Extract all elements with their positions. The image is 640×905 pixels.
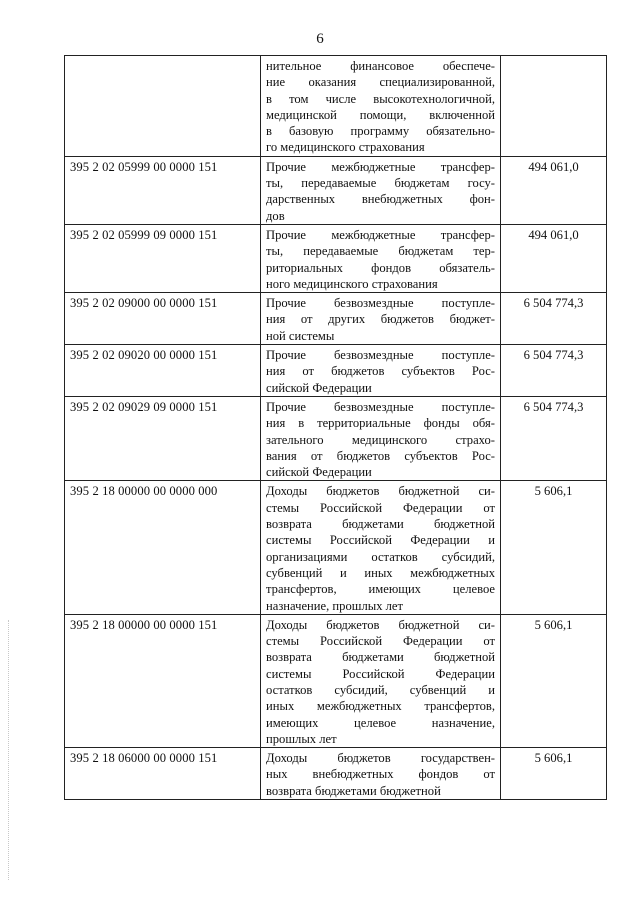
revenue-name	[261, 56, 501, 157]
revenue-name-line: нительное финансовое обеспече-	[266, 59, 495, 73]
revenue-name-line: Прочие межбюджетные трансфер-	[266, 159, 495, 174]
revenue-name-line: риториальных фондов обязатель-	[266, 260, 495, 275]
revenue-name	[261, 156, 501, 224]
amount: 494 061,0	[501, 224, 607, 292]
revenue-name-line: Прочие безвозмездные поступле-	[266, 296, 495, 311]
amount	[501, 56, 607, 157]
revenue-name-line: Прочие безвозмездные поступле-	[266, 399, 495, 414]
revenue-name-line: ты, передаваемые бюджетам тер-	[266, 244, 495, 259]
revenue-name-line: остатков субсидий, субвенций и	[266, 682, 495, 697]
table-row	[65, 56, 607, 157]
table-row	[65, 748, 607, 800]
page-number: 6	[316, 31, 324, 47]
revenue-name	[261, 748, 501, 800]
revenue-name-line: возврата бюджетами бюджетной	[266, 650, 495, 665]
classification-code: 395 2 02 09029 09 0000 151	[65, 396, 261, 480]
revenue-name-line: субвенций и иных межбюджетных	[266, 565, 495, 580]
table-body	[65, 56, 607, 800]
revenue-name-line: Доходы бюджетов бюджетной си-	[266, 484, 495, 499]
revenue-name-line: ного медицинского страхования	[266, 276, 438, 291]
classification-code: 395 2 02 09000 00 0000 151	[65, 293, 261, 345]
revenue-name	[261, 614, 501, 747]
revenue-name-line: вания от бюджетов субъектов Рос-	[266, 448, 495, 463]
classification-code: 395 2 02 05999 00 0000 151	[65, 156, 261, 224]
classification-code: 395 2 18 00000 00 0000 000	[65, 481, 261, 614]
amount: 6 504 774,3	[501, 293, 607, 345]
revenue-name-line: го медицинского страхования	[266, 140, 425, 155]
revenue-name-line: Прочие безвозмездные поступле-	[266, 348, 495, 363]
table-row	[65, 345, 607, 397]
classification-code: 395 2 02 09020 00 0000 151	[65, 345, 261, 397]
revenue-name	[261, 396, 501, 480]
revenue-name-line: ты, передаваемые бюджетам госу-	[266, 176, 495, 191]
revenue-name-line: Доходы бюджетов государствен-	[266, 751, 495, 766]
revenue-name-line: зательного медицинского страхо-	[266, 432, 495, 447]
budget-revenue-table	[64, 55, 607, 800]
revenue-name-line: системы Российской Федерации и	[266, 533, 495, 548]
revenue-name-line: системы Российской Федерации	[266, 666, 495, 681]
revenue-name-line: имеющих целевое назначение,	[266, 715, 495, 730]
amount: 6 504 774,3	[501, 345, 607, 397]
revenue-name-line: ной системы	[266, 328, 335, 343]
revenue-name-line: ния от других бюджетов бюджет-	[266, 312, 495, 327]
revenue-name-line: возврата бюджетами бюджетной	[266, 517, 495, 532]
revenue-name-line: ние оказания специализированной,	[266, 75, 495, 90]
revenue-name	[261, 481, 501, 614]
amount: 6 504 774,3	[501, 396, 607, 480]
amount: 5 606,1	[501, 614, 607, 747]
revenue-name-line: дов	[266, 208, 285, 223]
table-row	[65, 156, 607, 224]
revenue-name-line: дарственных внебюджетных фон-	[266, 192, 495, 207]
classification-code: 395 2 18 06000 00 0000 151	[65, 748, 261, 800]
classification-code	[65, 56, 261, 157]
revenue-name-line: организациями остатков субсидий,	[266, 549, 495, 564]
binding-marks	[8, 620, 11, 880]
revenue-name-line: в базовую программу обязательно-	[266, 124, 495, 139]
revenue-name	[261, 293, 501, 345]
amount: 5 606,1	[501, 481, 607, 614]
table-row	[65, 396, 607, 480]
revenue-name-line: назначение, прошлых лет	[266, 598, 404, 613]
revenue-name-line: ния в территориальные фонды обя-	[266, 416, 495, 431]
table-row	[65, 481, 607, 614]
revenue-name-line: ния от бюджетов субъектов Рос-	[266, 364, 495, 379]
classification-code: 395 2 18 00000 00 0000 151	[65, 614, 261, 747]
revenue-name-line: возврата бюджетами бюджетной	[266, 783, 441, 798]
table-row	[65, 293, 607, 345]
classification-code: 395 2 02 05999 09 0000 151	[65, 224, 261, 292]
table-row	[65, 614, 607, 747]
revenue-name-line: иных межбюджетных трансфертов,	[266, 699, 495, 714]
revenue-name-line: медицинской помощи, включенной	[266, 107, 495, 122]
revenue-name	[261, 345, 501, 397]
revenue-name-line: Прочие межбюджетные трансфер-	[266, 227, 495, 242]
revenue-name-line: стемы Российской Федерации от	[266, 500, 495, 515]
revenue-name-line: трансфертов, имеющих целевое	[266, 582, 495, 597]
revenue-name-line: ных внебюджетных фондов от	[266, 767, 495, 782]
amount: 5 606,1	[501, 748, 607, 800]
revenue-name-line: стемы Российской Федерации от	[266, 634, 495, 649]
revenue-name-line: прошлых лет	[266, 731, 337, 746]
revenue-name-line: Доходы бюджетов бюджетной си-	[266, 617, 495, 632]
revenue-name-line: сийской Федерации	[266, 465, 372, 480]
revenue-name-line: сийской Федерации	[266, 380, 372, 395]
revenue-name	[261, 224, 501, 292]
amount: 494 061,0	[501, 156, 607, 224]
table-row	[65, 224, 607, 292]
revenue-name-line: в том числе высокотехнологичной,	[266, 91, 495, 106]
